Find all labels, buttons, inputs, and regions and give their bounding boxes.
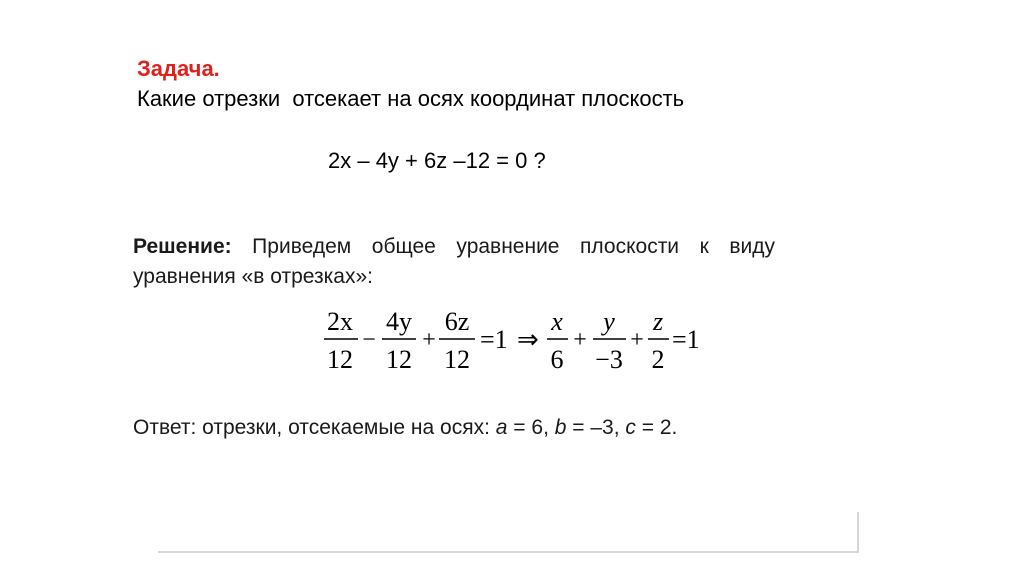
answer-c-val: = 2. — [635, 416, 678, 439]
solution-label: Решение: — [133, 235, 232, 258]
frac3-denominator: 12 — [444, 345, 470, 374]
frac4-denominator: 6 — [550, 345, 564, 374]
frac5-denominator: −3 — [595, 345, 623, 374]
frac2-numerator: 4y — [386, 307, 412, 336]
solution-text: Приведем общее уравнение плоскости к виду уравнения «в отрезках»: — [133, 235, 775, 288]
answer-b-var: b — [554, 416, 567, 439]
frac6-numerator: z — [652, 307, 664, 336]
operator-minus: − — [362, 327, 376, 353]
task-title: Задача. — [137, 56, 220, 81]
frac4-numerator: x — [551, 307, 563, 336]
answer-line — [133, 416, 677, 440]
frac3-numerator: 6z — [444, 307, 470, 336]
frac1-numerator: 2x — [327, 307, 353, 336]
equals-one-left: =1 — [480, 325, 508, 354]
slide-shadow-bottom — [158, 551, 858, 553]
operator-plus-2: + — [573, 327, 587, 353]
frac6-denominator: 2 — [651, 345, 665, 374]
task-question: Какие отрезки отсекает на осях координат плоскость — [137, 86, 685, 111]
solution-paragraph — [133, 232, 775, 292]
frac1-denominator: 12 — [327, 345, 353, 374]
operator-plus: + — [422, 327, 436, 353]
answer-prefix: Ответ: отрезки, отсекаемые на осях: — [133, 416, 496, 439]
slide-shadow-right — [857, 512, 859, 553]
operator-plus-3: + — [630, 327, 644, 353]
equals-one-right: =1 — [672, 325, 700, 354]
frac5-numerator: y — [603, 307, 615, 336]
answer-b-val: = –3, — [566, 416, 626, 439]
implies-arrow: ⇒ — [517, 325, 539, 354]
intercept-formula — [318, 300, 718, 380]
answer-a-var: a — [495, 416, 508, 439]
task-equation: 2x – 4y + 6z –12 = 0 ? — [328, 148, 546, 173]
answer-a-val: = 6, — [507, 416, 555, 439]
frac2-denominator: 12 — [386, 345, 412, 374]
answer-c-var: c — [625, 416, 636, 439]
